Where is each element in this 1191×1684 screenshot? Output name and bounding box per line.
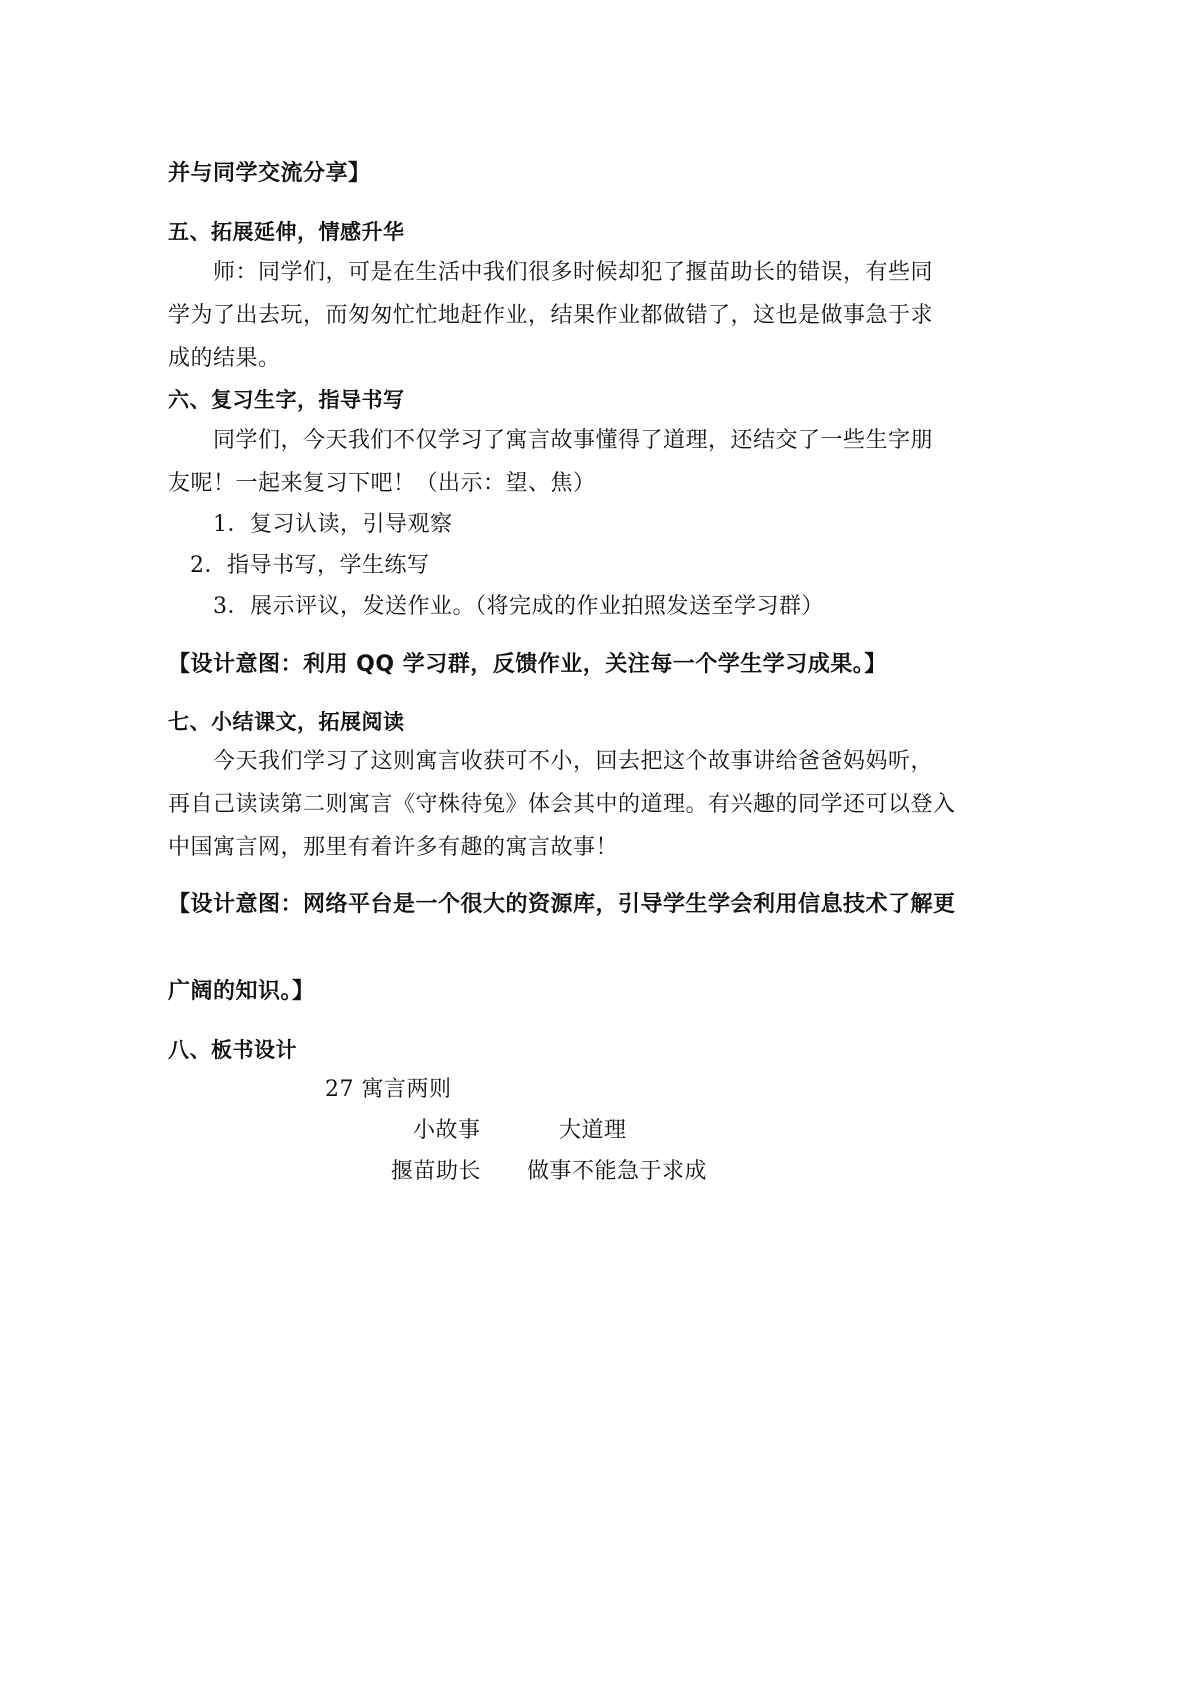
section-5-paragraph-line: 成的结果。 — [168, 346, 281, 371]
section-7-design-intent-line: 【设计意图：网络平台是一个很大的资源库，引导学生学会利用信息技术了解更 — [168, 892, 956, 917]
section-8-heading: 八、板书设计 — [168, 1038, 297, 1062]
board-col1-value: 揠苗助长 — [391, 1159, 482, 1184]
section-5-heading: 五、拓展延伸，情感升华 — [168, 220, 405, 244]
board-title: 27 寓言两则 — [325, 1077, 452, 1102]
section-6-heading: 六、复习生字，指导书写 — [168, 388, 405, 412]
section-6-paragraph-line: 同学们，今天我们不仅学习了寓言故事懂得了道理，还结交了一些生字朋 — [213, 428, 934, 453]
section-5-paragraph-line: 师：同学们，可是在生活中我们很多时候却犯了揠苗助长的错误，有些同 — [213, 260, 934, 285]
section-7-paragraph-line: 再自己读读第二则寓言《守株待兔》体会其中的道理。有兴趣的同学还可以登入 — [168, 792, 956, 817]
section-6-design-intent: 【设计意图：利用 QQ 学习群，反馈作业，关注每一个学生学习成果。】 — [168, 652, 887, 677]
section-7-design-intent-line: 广阔的知识。】 — [168, 979, 315, 1004]
continuation-text: 并与同学交流分享】 — [168, 161, 371, 186]
section-6-list-item: 3．展示评议，发送作业。（将完成的作业拍照发送至学习群） — [213, 594, 824, 619]
board-col1-header: 小故事 — [413, 1118, 481, 1143]
section-7-paragraph-line: 中国寓言网，那里有着许多有趣的寓言故事！ — [168, 835, 619, 860]
section-7-paragraph-line: 今天我们学习了这则寓言收获可不小，回去把这个故事讲给爸爸妈妈听， — [213, 749, 934, 774]
section-5-paragraph-line: 学为了出去玩，而匆匆忙忙地赶作业，结果作业都做错了，这也是做事急于求 — [168, 303, 934, 328]
section-6-list-item: 2．指导书写，学生练写 — [190, 553, 430, 578]
board-col2-value: 做事不能急于求成 — [527, 1159, 708, 1184]
section-6-paragraph-line: 友呢！一起来复习下吧！（出示：望、焦） — [168, 471, 596, 496]
board-col2-header: 大道理 — [559, 1118, 627, 1143]
section-6-list-item: 1．复习认读，引导观察 — [213, 512, 453, 537]
section-7-heading: 七、小结课文，拓展阅读 — [168, 710, 405, 734]
